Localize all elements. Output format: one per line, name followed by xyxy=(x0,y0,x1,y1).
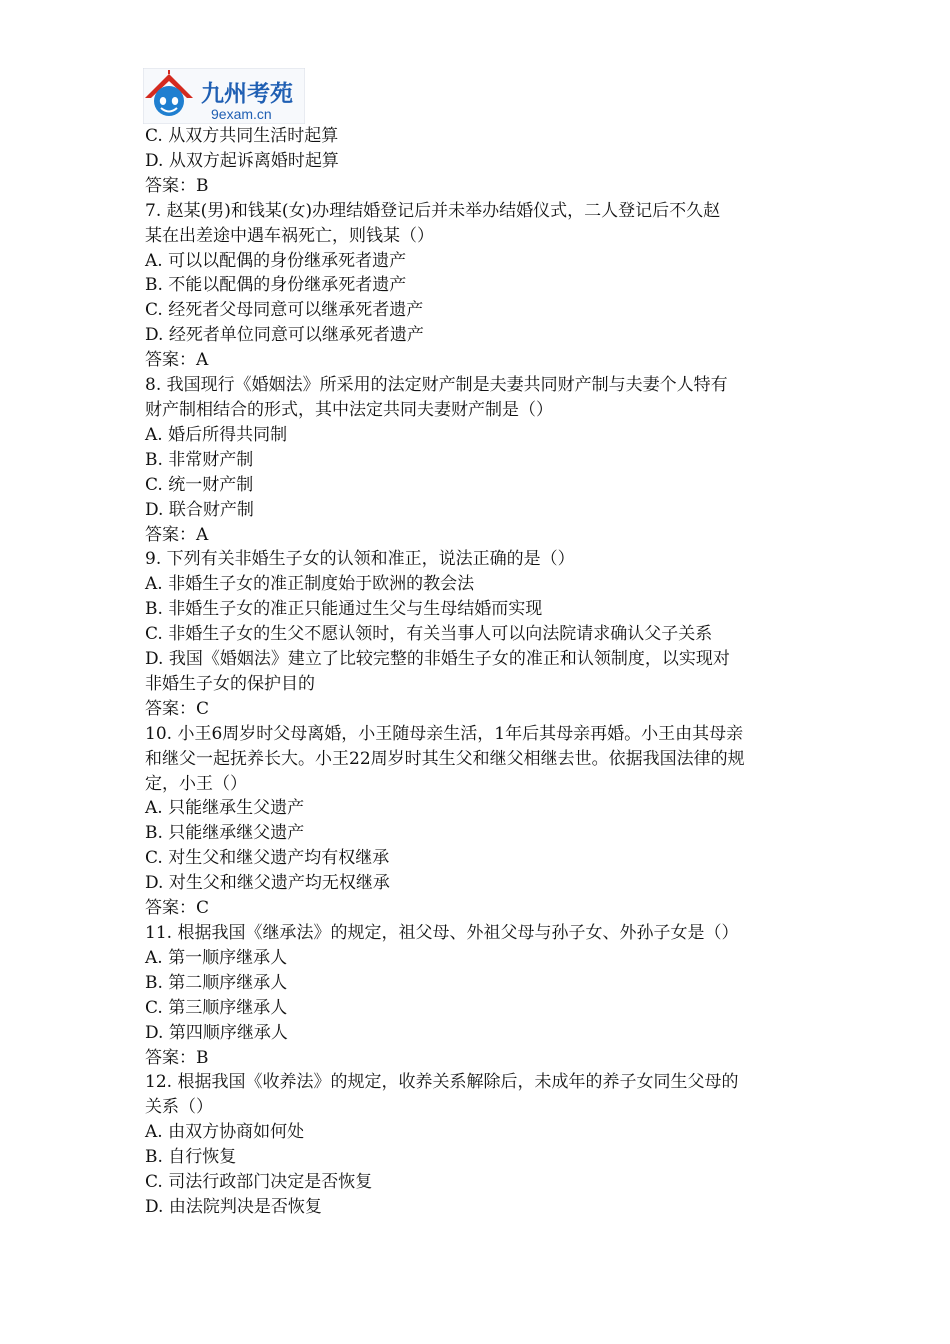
logo-domain: 9exam.cn xyxy=(211,106,272,122)
logo-graphic xyxy=(143,68,305,124)
q9-option-a: A. 非婚生子女的准正制度始于欧洲的教会法 xyxy=(145,574,475,595)
q11-option-d: D. 第四顺序继承人 xyxy=(145,1022,288,1043)
q9-option-d: D. 我国《婚姻法》建立了比较完整的非婚生子女的准正和认领制度，以实现对 xyxy=(145,649,730,670)
q7-option-c: C. 经死者父母同意可以继承死者遗产 xyxy=(145,300,424,321)
q8-option-d: D. 联合财产制 xyxy=(145,499,254,520)
q11-option-a: A. 第一顺序继承人 xyxy=(145,947,288,968)
question-10-cont-2: 定，小王（） xyxy=(145,773,247,794)
exam-content xyxy=(145,124,810,1220)
q8-option-b: B. 非常财产制 xyxy=(145,449,254,470)
q7-option-b: B. 不能以配偶的身份继承死者遗产 xyxy=(145,275,407,296)
q10-option-d: D. 对生父和继父遗产均无权继承 xyxy=(145,873,390,894)
q12-option-c: C. 司法行政部门决定是否恢复 xyxy=(145,1172,373,1193)
question-12-cont: 关系（） xyxy=(145,1097,213,1118)
question-9: 9. 下列有关非婚生子女的认领和准正，说法正确的是（） xyxy=(145,549,575,570)
question-10: 10. 小王6周岁时父母离婚，小王随母亲生活，1年后其母亲再婚。小王由其母亲 xyxy=(145,723,744,744)
q9-option-c: C. 非婚生子女的生父不愿认领时，有关当事人可以向法院请求确认父子关系 xyxy=(145,624,713,645)
q9-option-d-cont: 非婚生子女的保护目的 xyxy=(145,673,315,694)
question-11: 11. 根据我国《继承法》的规定，祖父母、外祖父母与孙子女、外孙子女是（） xyxy=(145,923,739,943)
answer-6: 答案：B xyxy=(145,175,209,196)
q12-option-b: B. 自行恢复 xyxy=(145,1147,237,1168)
q11-option-c: C. 第三顺序继承人 xyxy=(145,997,288,1018)
q10-option-c: C. 对生父和继父遗产均有权继承 xyxy=(145,848,390,869)
question-8-cont: 财产制相结合的形式，其中法定共同夫妻财产制是（） xyxy=(145,399,553,420)
question-7: 7. 赵某(男)和钱某(女)办理结婚登记后并未举办结婚仪式，二人登记后不久赵 xyxy=(145,200,721,221)
question-12: 12. 根据我国《收养法》的规定，收养关系解除后，未成年的养子女同生父母的 xyxy=(145,1072,739,1093)
site-logo xyxy=(143,68,305,124)
q7-option-a: A. 可以以配偶的身份继承死者遗产 xyxy=(145,250,407,271)
option-c: C. 从双方共同生活时起算 xyxy=(145,126,339,146)
q10-option-a: A. 只能继承生父遗产 xyxy=(145,798,305,819)
logo-brand-name: 九州考苑 xyxy=(201,80,293,106)
q12-option-d: D. 由法院判决是否恢复 xyxy=(145,1196,322,1217)
answer-7: 答案：A xyxy=(145,350,209,371)
q11-option-b: B. 第二顺序继承人 xyxy=(145,972,288,993)
q12-option-a: A. 由双方协商如何处 xyxy=(145,1122,305,1143)
question-10-cont: 和继父一起抚养长大。小王22周岁时其生父和继父相继去世。依据我国法律的规 xyxy=(145,748,745,769)
q8-option-c: C. 统一财产制 xyxy=(145,474,254,495)
answer-11: 答案：B xyxy=(145,1047,209,1068)
answer-9: 答案：C xyxy=(145,698,210,719)
answer-8: 答案：A xyxy=(145,524,209,545)
q10-option-b: B. 只能继承继父遗产 xyxy=(145,823,305,844)
answer-10: 答案：C xyxy=(145,898,210,919)
option-d: D. 从双方起诉离婚时起算 xyxy=(145,150,339,171)
question-7-cont: 某在出差途中遇车祸死亡，则钱某（） xyxy=(145,225,434,246)
q8-option-a: A. 婚后所得共同制 xyxy=(145,424,288,445)
q9-option-b: B. 非婚生子女的准正只能通过生父与生母结婚而实现 xyxy=(145,599,543,620)
q7-option-d: D. 经死者单位同意可以继承死者遗产 xyxy=(145,325,424,346)
question-8: 8. 我国现行《婚姻法》所采用的法定财产制是夫妻共同财产制与夫妻个人特有 xyxy=(145,375,728,396)
